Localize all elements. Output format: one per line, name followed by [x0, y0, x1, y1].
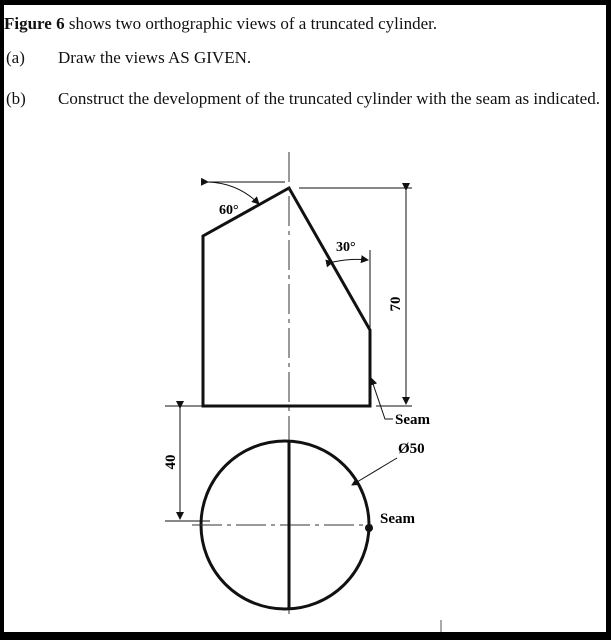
angle-60-label: 60°: [219, 203, 239, 218]
item-b-text: Construct the development of the truncated cylinder with the seam as indicated.: [58, 89, 600, 108]
seam-label-front: Seam: [395, 412, 430, 428]
figure-reference: Figure 6: [4, 14, 65, 33]
item-b-label: (b): [6, 89, 26, 108]
dim-40-label: 40: [163, 454, 179, 470]
diameter-leader: [352, 458, 397, 485]
front-view-outline: [203, 188, 370, 406]
angle-30-arc: [333, 259, 368, 262]
angle-30-label: 30°: [336, 240, 356, 255]
item-a-label: (a): [6, 48, 25, 67]
seam-point: [365, 524, 373, 532]
angle-60-arc: [208, 182, 259, 204]
seam-label-plan: Seam: [380, 511, 415, 527]
height-dimension-label: 70: [388, 296, 404, 312]
item-a-text: Draw the views AS GIVEN.: [58, 48, 252, 67]
page-border-bottom: [0, 632, 611, 640]
intro-text: shows two orthographic views of a truncated cylinder.: [64, 14, 438, 33]
seam-leader-front: [371, 378, 393, 419]
diameter-label: Ø50: [398, 441, 425, 457]
